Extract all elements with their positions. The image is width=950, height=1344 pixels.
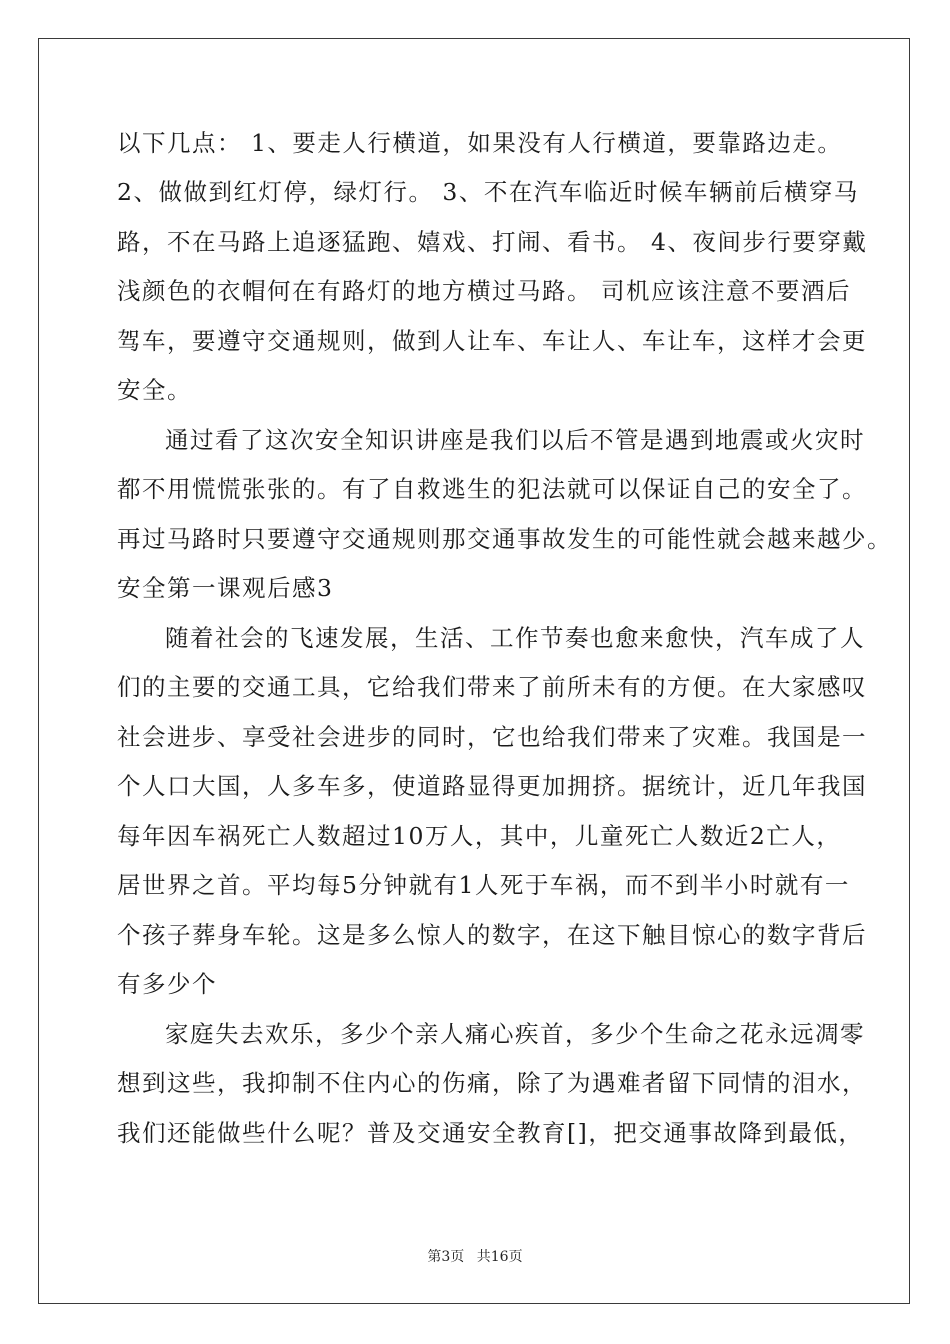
paragraph-first-line: 随着社会的飞速发展，生活、工作节奏也愈来愈快，汽车成了人 <box>165 624 865 652</box>
text-line: 2、做做到红灯停，绿灯行。 3、不在汽车临近时候车辆前后横穿马 <box>117 178 859 206</box>
text-line: 社会进步、享受社会进步的同时，它也给我们带来了灾难。我国是一 <box>117 723 867 751</box>
text-line: 我们还能做些什么呢？普及交通安全教育[]，把交通事故降到最低， <box>117 1119 864 1147</box>
text-line: 都不用慌慌张张的。有了自救逃生的犯法就可以保证自己的安全了。 <box>117 475 867 503</box>
text-line: 想到这些，我抑制不住内心的伤痛，除了为遇难者留下同情的泪水， <box>117 1069 867 1097</box>
text-line: 再过马路时只要遵守交通规则那交通事故发生的可能性就会越来越少。 <box>117 525 892 553</box>
paragraph-first-line: 家庭失去欢乐，多少个亲人痛心疾首，多少个生命之花永远凋零 <box>165 1020 865 1048</box>
text-line: 个人口大国，人多车多，使道路显得更加拥挤。据统计，近几年我国 <box>117 772 867 800</box>
text-line: 有多少个 <box>117 970 217 998</box>
text-line: 们的主要的交通工具，它给我们带来了前所未有的方便。在大家感叹 <box>117 673 867 701</box>
text-line: 每年因车祸死亡人数超过10万人，其中，儿童死亡人数近2亡人， <box>117 822 842 850</box>
text-line: 个孩子葬身车轮。这是多么惊人的数字，在这下触目惊心的数字背后 <box>117 921 867 949</box>
text-line: 浅颜色的衣帽何在有路灯的地方横过马路。 司机应该注意不要酒后 <box>117 277 851 305</box>
text-line: 安全。 <box>117 376 192 404</box>
text-line: 驾车，要遵守交通规则，做到人让车、车让人、车让车，这样才会更 <box>117 327 867 355</box>
page-number-total: 共16页 <box>476 1249 523 1265</box>
paragraph-first-line: 通过看了这次安全知识讲座是我们以后不管是遇到地震或火灾时 <box>165 426 865 454</box>
page-footer <box>0 1246 950 1266</box>
text-line: 以下几点： 1、要走人行横道，如果没有人行横道，要靠路边走。 <box>117 129 843 157</box>
page-number-current: 第3页 <box>427 1249 465 1265</box>
section-heading: 安全第一课观后感3 <box>117 574 334 602</box>
text-line: 居世界之首。平均每5分钟就有1人死于车祸，而不到半小时就有一 <box>117 871 850 899</box>
text-line: 路，不在马路上追逐猛跑、嬉戏、打闹、看书。 4、夜间步行要穿戴 <box>117 228 868 256</box>
